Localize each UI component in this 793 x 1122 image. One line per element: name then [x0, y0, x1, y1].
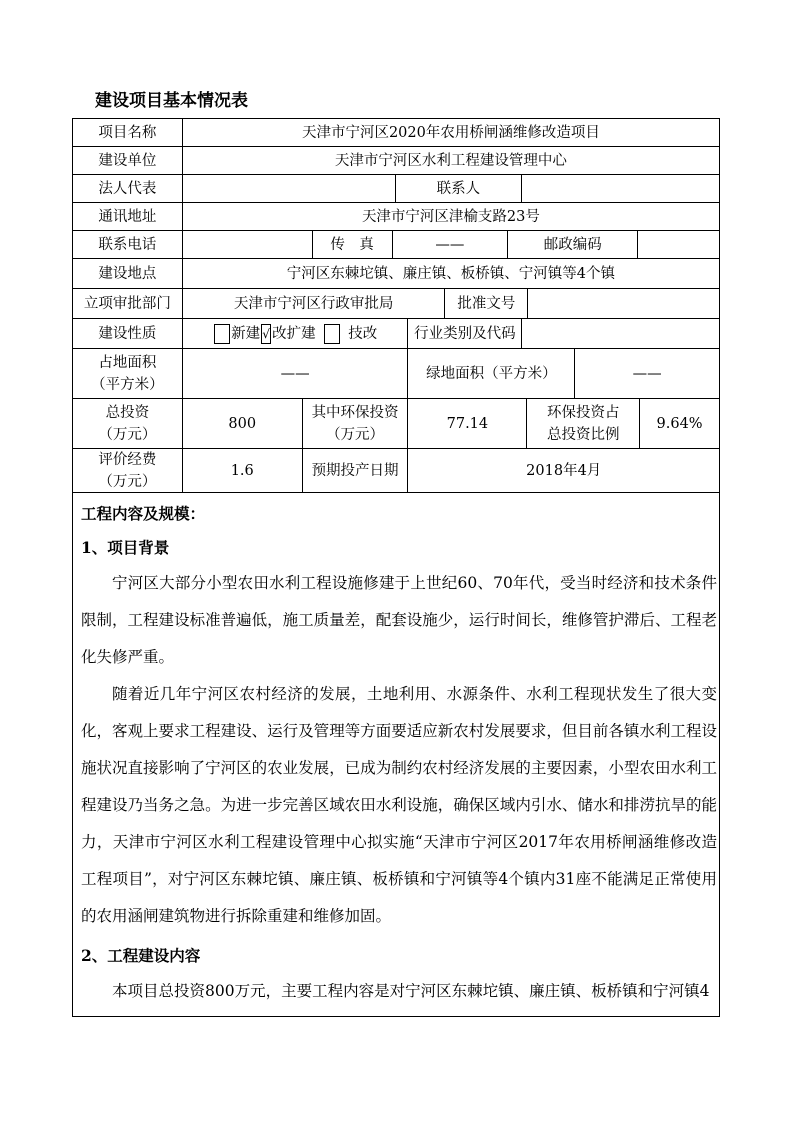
- option-label: 改扩建: [272, 325, 316, 342]
- label: 建设单位: [73, 147, 183, 174]
- value: 9.64%: [656, 415, 703, 432]
- value: [522, 175, 719, 202]
- label: 预期投产日期: [303, 449, 409, 492]
- checkbox-expand[interactable]: √: [261, 324, 271, 344]
- label: 邮政编码: [508, 231, 638, 258]
- nature-options: [183, 319, 409, 348]
- row-legal: [73, 175, 719, 203]
- paragraph: 宁河区大部分小型农田水利工程设施修建于上世纪60、70年代，受当时经济和技术条件限制，工程建设标准普遍低，施工质量差，配套设施少，运行时间长，维修管护滞后、工程老化失修严重。: [81, 574, 717, 666]
- paragraph: 随着近几年宁河区农村经济的发展，土地利用、水源条件、水利工程现状发生了很大变化，客观上要求工程建设、运行及管理等方面要适应新农村发展要求，但目前各镇水利工程设施状况直接影响了宁河区的农业发展，已成为制约农村经济发展的主要因素，小型农田水利工程建设乃当务之急。为进一步完善区域农田水利设施，确保区域内引水、储水和排涝抗旱的能力，天津市宁河区水利工程建设管理中心拟实施“天津市宁河区2017年农用桥闸涵维修改造工程项目”，对宁河区东棘坨镇、廉庄镇、板桥镇和宁河镇等4个镇内31座不能满足正常使用的农用涵闸建筑物进行拆除重建和维修加固。: [81, 685, 717, 925]
- label: 法人代表: [73, 175, 183, 202]
- subsection-heading: 1、项目背景: [81, 538, 170, 557]
- label-line: 环保投资占: [546, 404, 620, 421]
- value: ——: [632, 365, 662, 382]
- label: 建设性质: [73, 319, 183, 348]
- label-line: 其中环保投资: [311, 404, 399, 421]
- label-line: （万元）: [98, 473, 157, 490]
- row-address: [73, 203, 719, 231]
- row-unit: [73, 147, 719, 175]
- value: ——: [393, 231, 509, 258]
- label: 通讯地址: [73, 203, 183, 230]
- label: 项目名称: [73, 119, 183, 146]
- label: 联系电话: [73, 231, 183, 258]
- option-label: 技改: [348, 325, 378, 342]
- checkbox-tech[interactable]: [324, 324, 340, 344]
- label-line: 总投资: [105, 404, 150, 421]
- value: [522, 319, 719, 348]
- label: 立项审批部门: [73, 289, 183, 318]
- row-nature: [73, 319, 719, 349]
- label: [303, 399, 409, 448]
- label: 行业类别及代码: [408, 319, 522, 348]
- label: [527, 399, 640, 448]
- option-label: 新建: [231, 325, 261, 342]
- value: 2018年4月: [526, 462, 602, 479]
- row-approval: [73, 289, 719, 319]
- label-line: （万元）: [326, 426, 385, 443]
- label-line: 总投资比例: [546, 426, 620, 443]
- value: 天津市宁河区行政审批局: [183, 289, 446, 318]
- row-project-name: [73, 119, 719, 147]
- value: 77.14: [408, 399, 527, 448]
- value: 天津市宁河区2020年农用桥闸涵维修改造项目: [301, 124, 600, 141]
- subsection-heading: 2、工程建设内容: [81, 946, 201, 965]
- row-invest: [73, 399, 719, 449]
- value: [183, 175, 396, 202]
- checkbox-new[interactable]: [214, 324, 230, 344]
- label: [73, 349, 183, 398]
- label: 传 真: [313, 231, 393, 258]
- label: [73, 399, 183, 448]
- value: 800: [183, 399, 303, 448]
- value: 1.6: [183, 449, 303, 492]
- label: 绿地面积（平方米）: [408, 349, 575, 398]
- value: ——: [183, 349, 409, 398]
- project-content: [73, 501, 719, 1016]
- value: [183, 231, 313, 258]
- row-location: [73, 259, 719, 289]
- label-line: （万元）: [98, 426, 157, 443]
- section-heading: 工程内容及规模：: [81, 504, 206, 523]
- value: [528, 289, 719, 318]
- paragraph: 本项目总投资800万元，主要工程内容是对宁河区东棘坨镇、廉庄镇、板桥镇和宁河镇4: [112, 982, 710, 1000]
- row-fee: [73, 449, 719, 493]
- label-line: 占地面积: [98, 354, 157, 371]
- value: [638, 231, 719, 258]
- label-line: （平方米）: [91, 376, 164, 393]
- label: [73, 449, 183, 492]
- row-phone: [73, 231, 719, 259]
- page-title: 建设项目基本情况表: [95, 91, 248, 111]
- value: 天津市宁河区水利工程建设管理中心: [334, 152, 567, 169]
- label: 批准文号: [445, 289, 528, 318]
- label-line: 评价经费: [98, 451, 157, 468]
- value: 宁河区东棘坨镇、廉庄镇、板桥镇、宁河镇等4个镇: [286, 265, 616, 282]
- label: 联系人: [396, 175, 523, 202]
- row-area: [73, 349, 719, 399]
- basic-info-table: [72, 118, 720, 1017]
- value: 天津市宁河区津榆支路23号: [361, 208, 540, 225]
- label: 建设地点: [73, 259, 183, 288]
